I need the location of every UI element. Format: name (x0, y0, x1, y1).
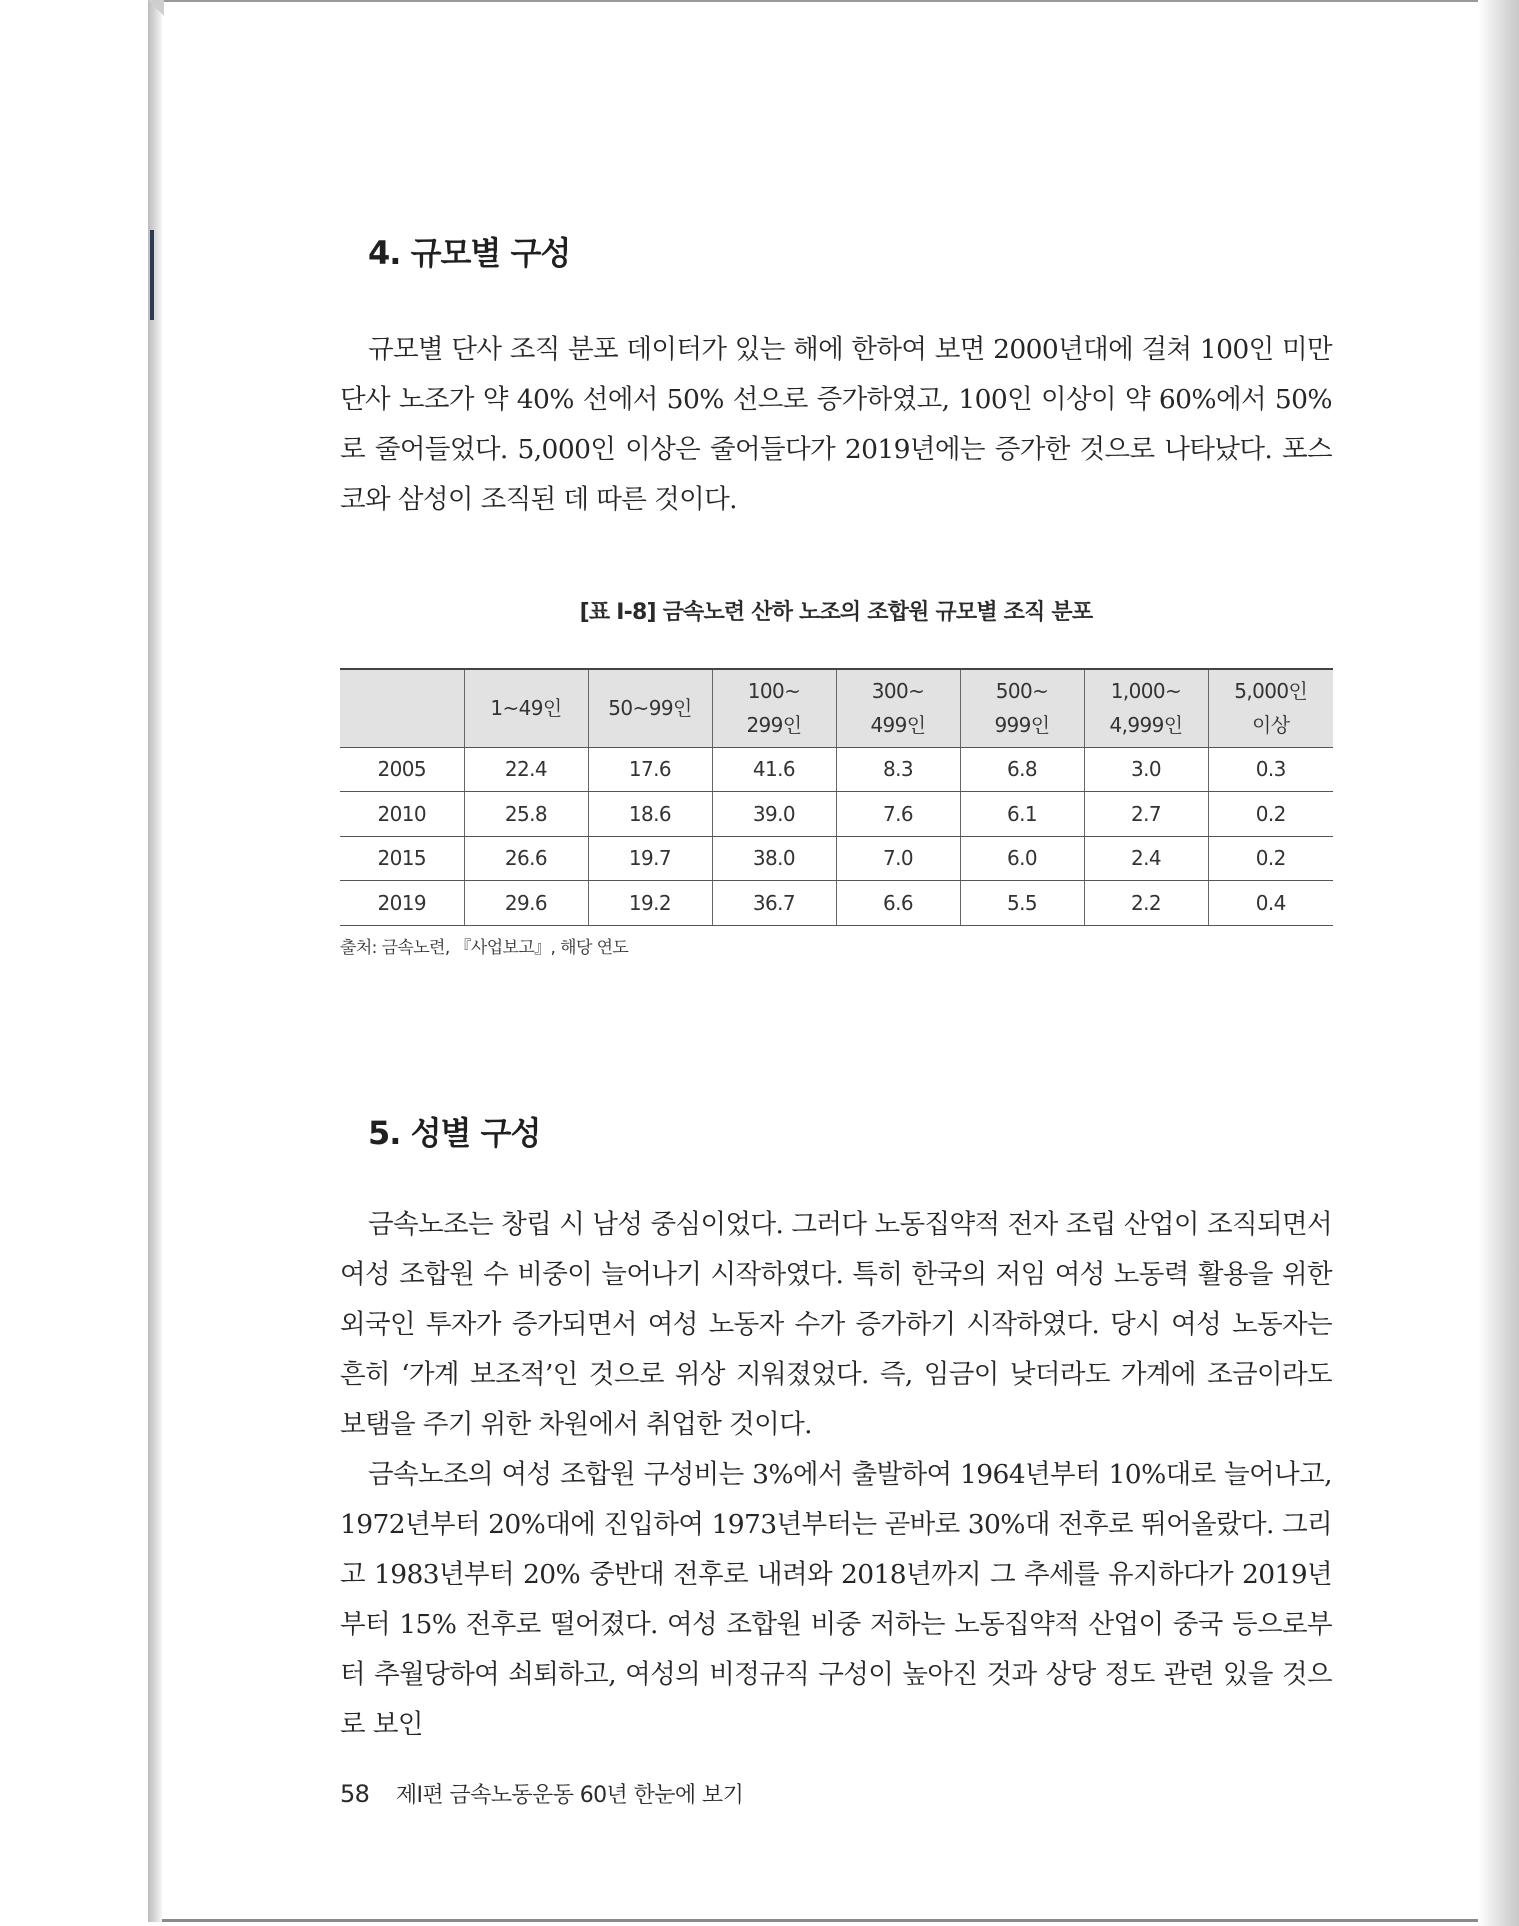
header-cell-300-499: 300~ 499인 (836, 669, 960, 747)
running-footer-title: 제Ⅰ편 금속노동운동 60년 한눈에 보기 (395, 1783, 744, 1808)
table-cell: 29.6 (464, 881, 588, 926)
section-4-heading: 4. 규모별 구성 (368, 234, 571, 272)
table-cell: 39.0 (712, 792, 836, 837)
header-cell-500-999: 500~ 999인 (960, 669, 1084, 747)
table-cell: 19.2 (588, 881, 712, 926)
row-year-cell: 2005 (340, 747, 464, 792)
table-cell: 0.3 (1208, 747, 1333, 792)
table-header-row (340, 669, 1333, 747)
table-row (340, 836, 1333, 881)
table-cell: 7.0 (836, 836, 960, 881)
section-4-paragraph: 규모별 단사 조직 분포 데이터가 있는 해에 한하여 보면 2000년대에 걸쳐 100인 미만 단사 노조가 약 40% 선에서 50% 선으로 증가하였고, 100인 이상이 약 60%에서 50%로 줄어들었다. 5,000인 이상은 줄어들다가 2019년에는 증가한 것으로 나타났다. 포스코와 삼성이 조직된 데 따른 것이다. (340, 334, 1332, 515)
table-cell: 0.2 (1208, 836, 1333, 881)
header-cell-100-299: 100~ 299인 (712, 669, 836, 747)
table-cell: 18.6 (588, 792, 712, 837)
table-cell: 22.4 (464, 747, 588, 792)
spine-marker (150, 230, 154, 320)
table-cell: 17.6 (588, 747, 712, 792)
table-cell: 19.7 (588, 836, 712, 881)
page-footer (340, 1778, 743, 1809)
header-cell-year (340, 669, 464, 747)
table-row (340, 792, 1333, 837)
table-source-note: 출처: 금속노련, 『사업보고』, 해당 연도 (340, 938, 629, 958)
row-year-cell: 2019 (340, 881, 464, 926)
section-5-paragraph-2: 금속노조의 여성 조합원 구성비는 3%에서 출발하여 1964년부터 10%대로 늘어나고, 1972년부터 20%대에 진입하여 1973년부터는 곧바로 30%대 전후로 뛰어올랐다. 그리고 1983년부터 20% 중반대 전후로 내려와 2018년까지 그 추세를 유지하다가 2019년부터 15% 전후로 떨어졌다. 여성 조합원 비중 저하는 노동집약적 산업이 중국 등으로부터 추월당하여 쇠퇴하고, 여성의 비정규직 구성이 높아진 것과 상당 정도 관련 있을 것으로 보인 (340, 1459, 1332, 1740)
row-year-cell: 2015 (340, 836, 464, 881)
table-cell: 36.7 (712, 881, 836, 926)
membership-size-table (340, 668, 1333, 926)
section-5-paragraph-1: 금속노조는 창립 시 남성 중심이었다. 그러다 노동집약적 전자 조립 산업이 조직되면서 여성 조합원 수 비중이 늘어나기 시작하였다. 특히 한국의 저임 여성 노동력 활용을 위한 외국인 투자가 증가되면서 여성 노동자 수가 증가하기 시작하였다. 당시 여성 노동자는 흔히 ‘가계 보조적’인 것으로 위상 지워졌었다. 즉, 임금이 낮더라도 가계에 조금이라도 보탬을 주기 위한 차원에서 취업한 것이다. (340, 1209, 1332, 1440)
page-gutter-shadow (1478, 0, 1519, 1926)
page-number: 58 (340, 1780, 370, 1808)
table-cell: 2.7 (1084, 792, 1208, 837)
header-cell-5000-plus: 5,000인 이상 (1208, 669, 1333, 747)
table-row (340, 747, 1333, 792)
header-cell-1-49: 1~49인 (464, 669, 588, 747)
header-cell-1000-4999: 1,000~ 4,999인 (1084, 669, 1208, 747)
table-cell: 7.6 (836, 792, 960, 837)
section-5-heading: 5. 성별 구성 (368, 1114, 541, 1152)
table-cell: 26.6 (464, 836, 588, 881)
table-cell: 0.2 (1208, 792, 1333, 837)
table-cell: 8.3 (836, 747, 960, 792)
table-row (340, 881, 1333, 926)
page-corner-fold (148, 0, 164, 16)
table-cell: 2.2 (1084, 881, 1208, 926)
table-cell: 38.0 (712, 836, 836, 881)
table-cell: 41.6 (712, 747, 836, 792)
table-cell: 2.4 (1084, 836, 1208, 881)
table-cell: 5.5 (960, 881, 1084, 926)
table-cell: 6.0 (960, 836, 1084, 881)
header-cell-50-99: 50~99인 (588, 669, 712, 747)
table-cell: 25.8 (464, 792, 588, 837)
table-cell: 6.8 (960, 747, 1084, 792)
table-cell: 0.4 (1208, 881, 1333, 926)
table-cell: 3.0 (1084, 747, 1208, 792)
table-caption: [표 Ⅰ-8] 금속노련 산하 노조의 조합원 규모별 조직 분포 (579, 600, 1093, 625)
table-cell: 6.1 (960, 792, 1084, 837)
table-cell: 6.6 (836, 881, 960, 926)
row-year-cell: 2010 (340, 792, 464, 837)
